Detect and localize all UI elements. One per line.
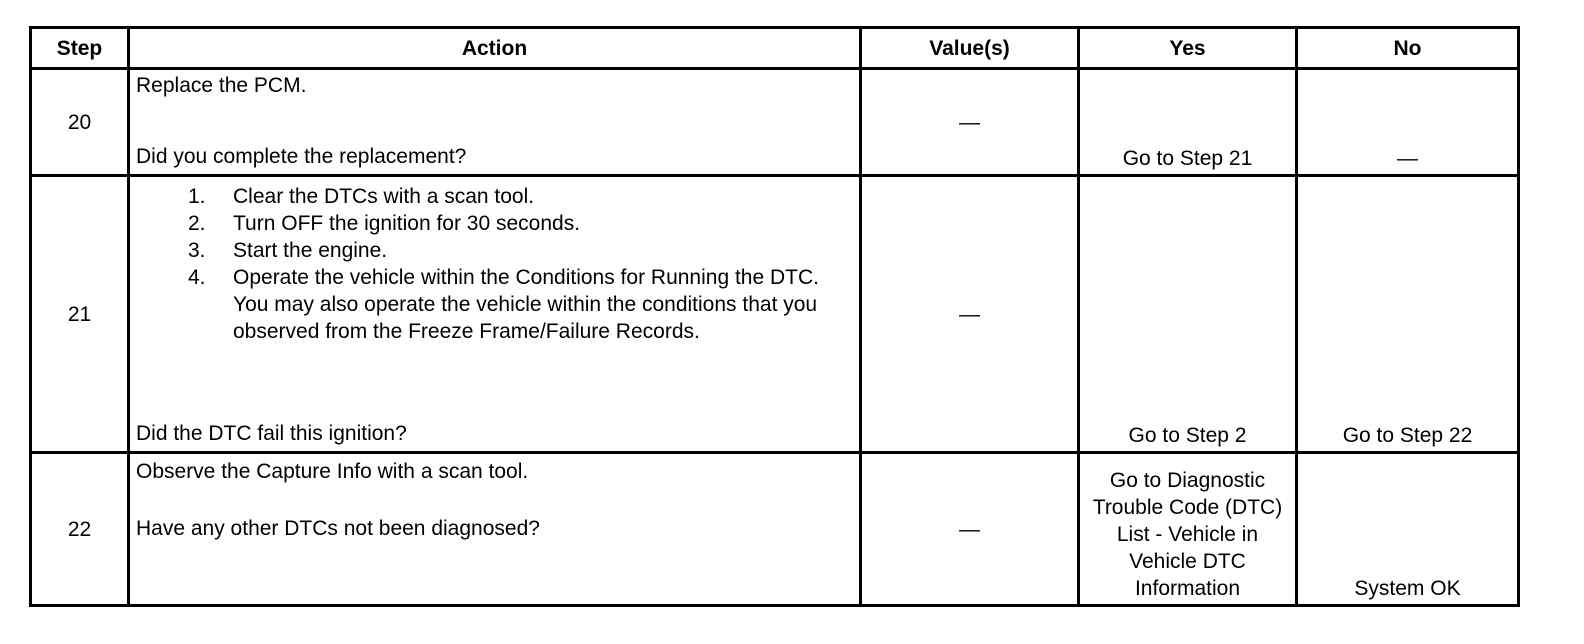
header-values: Value(s) [861,28,1079,69]
header-no: No [1297,28,1519,69]
header-yes: Yes [1079,28,1297,69]
action-question: Did you complete the replacement? [136,145,467,168]
action-cell [129,453,861,606]
list-item-text: Operate the vehicle within the Conditions for Running the DTC. You may also operate the vehicle within the conditions that you observed from the Freeze Frame/Failure Records. [233,266,819,343]
table-row [31,176,1519,453]
no-cell: Go to Step 22 [1297,176,1519,453]
header-row [31,28,1519,69]
action-question: Did the DTC fail this ignition? [136,422,407,445]
list-item [136,210,853,237]
step-number: 21 [31,176,129,453]
yes-cell: Go to Diagnostic Trouble Code (DTC) List - Vehicle in Vehicle DTC Information [1079,453,1297,606]
yes-cell: Go to Step 21 [1079,69,1297,176]
list-item-text: Clear the DTCs with a scan tool. [233,185,535,208]
action-steps-list [136,183,853,345]
list-item-text: Start the engine. [233,239,388,262]
value-cell: — [861,453,1079,606]
no-cell: System OK [1297,453,1519,606]
list-item [136,237,853,264]
list-item-number: 1. [188,185,206,208]
action-instruction: Observe the Capture Info with a scan tool. [136,460,529,483]
yes-cell: Go to Step 2 [1079,176,1297,453]
action-cell [129,69,861,176]
action-question: Have any other DTCs not been diagnosed? [136,517,540,540]
action-instruction: Replace the PCM. [136,74,307,97]
list-item-text: Turn OFF the ignition for 30 seconds. [233,212,581,235]
list-item-number: 3. [188,239,206,262]
table-row [31,69,1519,176]
list-item [136,183,853,210]
action-cell [129,176,861,453]
step-number: 20 [31,69,129,176]
diagnostic-table [29,26,1520,607]
header-action: Action [129,28,861,69]
value-cell: — [861,69,1079,176]
list-item-number: 2. [188,212,206,235]
list-item-number: 4. [188,266,206,289]
value-cell: — [861,176,1079,453]
header-step: Step [31,28,129,69]
diagnostic-table-container [29,26,1520,607]
no-cell: — [1297,69,1519,176]
table-row [31,453,1519,606]
step-number: 22 [31,453,129,606]
list-item [136,264,853,345]
